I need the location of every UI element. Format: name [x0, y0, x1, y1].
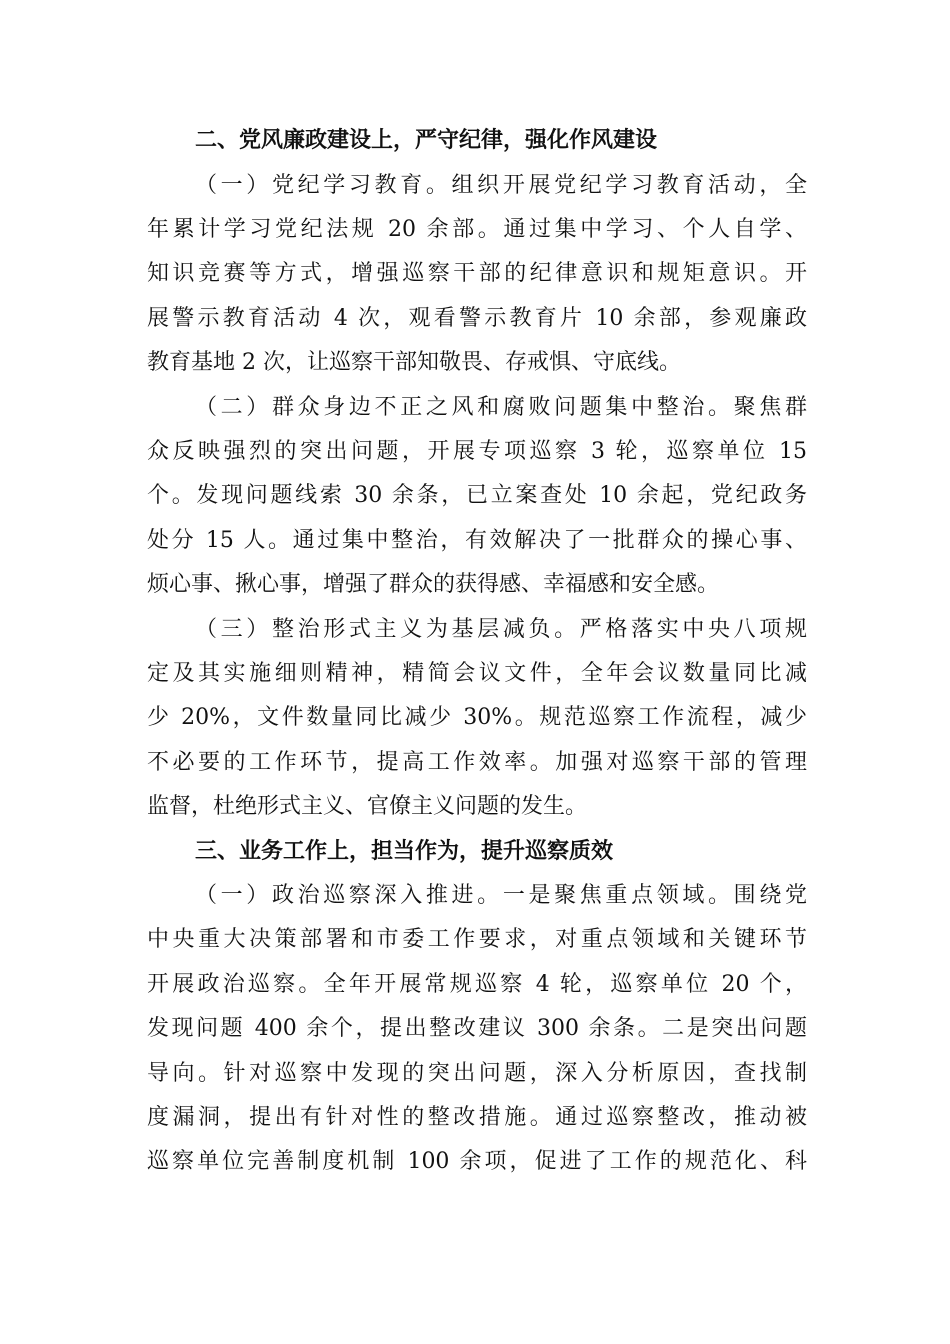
paragraph-line: （二）群众身边不正之风和腐败问题集中整治。聚焦群	[195, 395, 807, 420]
paragraph-line: 发现问题 400 余个，提出整改建议 300 余条。二是突出问题	[147, 1016, 807, 1041]
paragraph-line: 众反映强烈的突出问题，开展专项巡察 3 轮，巡察单位 15	[147, 439, 807, 464]
paragraph-line: 个。发现问题线索 30 余条，已立案查处 10 余起，党纪政务	[147, 483, 807, 508]
paragraph-line: 开展政治巡察。全年开展常规巡察 4 轮，巡察单位 20 个，	[147, 972, 807, 997]
paragraph-line: （一）政治巡察深入推进。一是聚焦重点领域。围绕党	[195, 883, 807, 908]
paragraph-line: 监督，杜绝形式主义、官僚主义问题的发生。	[147, 794, 588, 819]
paragraph-line: （三）整治形式主义为基层减负。严格落实中央八项规	[195, 617, 807, 642]
paragraph-line: 展警示教育活动 4 次，观看警示教育片 10 余部，参观廉政	[147, 306, 807, 331]
paragraph-line: （一）党纪学习教育。组织开展党纪学习教育活动，全	[195, 173, 807, 198]
paragraph-line: 度漏洞，提出有针对性的整改措施。通过巡察整改，推动被	[147, 1105, 807, 1130]
paragraph-line: 知识竞赛等方式，增强巡察干部的纪律意识和规矩意识。开	[147, 261, 807, 286]
paragraph-line: 定及其实施细则精神，精简会议文件，全年会议数量同比减	[147, 661, 807, 686]
paragraph-line: 年累计学习党纪法规 20 余部。通过集中学习、个人自学、	[147, 217, 807, 242]
paragraph-line: 少 20%，文件数量同比减少 30%。规范巡察工作流程，减少	[147, 705, 807, 730]
paragraph-line: 处分 15 人。通过集中整治，有效解决了一批群众的操心事、	[147, 528, 807, 553]
paragraph-line: 烦心事、揪心事，增强了群众的获得感、幸福感和安全感。	[147, 572, 720, 597]
section-heading-3: 三、业务工作上，担当作为，提升巡察质效	[195, 839, 614, 864]
paragraph-line: 导向。针对巡察中发现的突出问题，深入分析原因，查找制	[147, 1061, 807, 1086]
paragraph-line: 巡察单位完善制度机制 100 余项，促进了工作的规范化、科	[147, 1149, 807, 1174]
paragraph-line: 教育基地 2 次，让巡察干部知敬畏、存戒惧、守底线。	[147, 350, 681, 375]
section-heading-2: 二、党风廉政建设上，严守纪律，强化作风建设	[195, 128, 658, 153]
paragraph-line: 中央重大决策部署和市委工作要求，对重点领域和关键环节	[147, 927, 807, 952]
paragraph-line: 不必要的工作环节，提高工作效率。加强对巡察干部的管理	[147, 750, 807, 775]
